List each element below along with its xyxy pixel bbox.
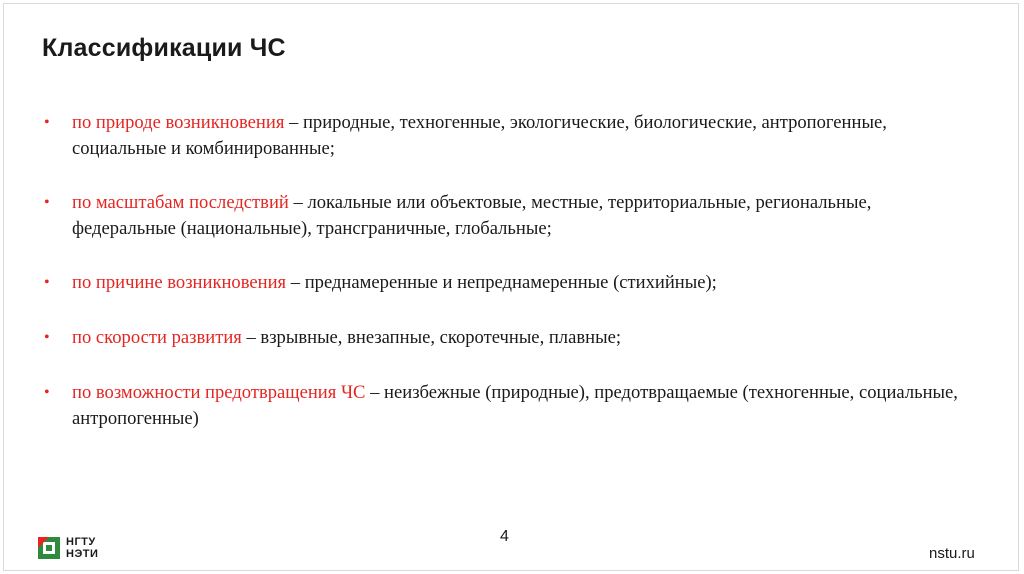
nstu-logo-icon [38, 537, 60, 559]
bullet: • [44, 384, 50, 401]
item-term: по возможности предотвращения ЧС [72, 382, 366, 403]
bullet: • [44, 194, 50, 211]
item-description: – взрывные, внезапные, скоротечные, плавные; [241, 327, 621, 348]
bullet: • [44, 329, 50, 346]
item-term: по скорости развития [72, 327, 242, 348]
item-description: – природные, техногенные, экологические, биологические, антропогенные, социальные и комбинированные; [72, 112, 887, 159]
page-number: 4 [500, 528, 509, 545]
slide-title: Классификации ЧС [42, 34, 286, 62]
item-term: по масштабам последствий [72, 192, 289, 213]
university-logo [38, 535, 98, 561]
slide [3, 3, 1019, 571]
list-item [44, 190, 964, 242]
list-item [44, 380, 964, 432]
bullet: • [44, 274, 50, 291]
item-description: – локальные или объектовые, местные, территориальные, региональные, федеральные (национальные), трансграничные, глобальные; [72, 192, 872, 239]
site-url: nstu.ru [929, 545, 975, 562]
item-term: по причине возникновения [72, 272, 287, 293]
item-description: – неизбежные (природные), предотвращаемые (техногенные, социальные, антропогенные) [72, 382, 958, 429]
item-description: – преднамеренные и непреднамеренные (стихийные); [286, 272, 717, 293]
logo-line2: НЭТИ [66, 548, 99, 560]
list-item [44, 110, 964, 162]
classification-list [44, 110, 964, 460]
logo-line1: НГТУ [66, 536, 96, 548]
list-item [44, 325, 964, 351]
bullet: • [44, 114, 50, 131]
list-item [44, 270, 964, 296]
item-term: по природе возникновения [72, 112, 285, 133]
logo-text [66, 536, 98, 560]
